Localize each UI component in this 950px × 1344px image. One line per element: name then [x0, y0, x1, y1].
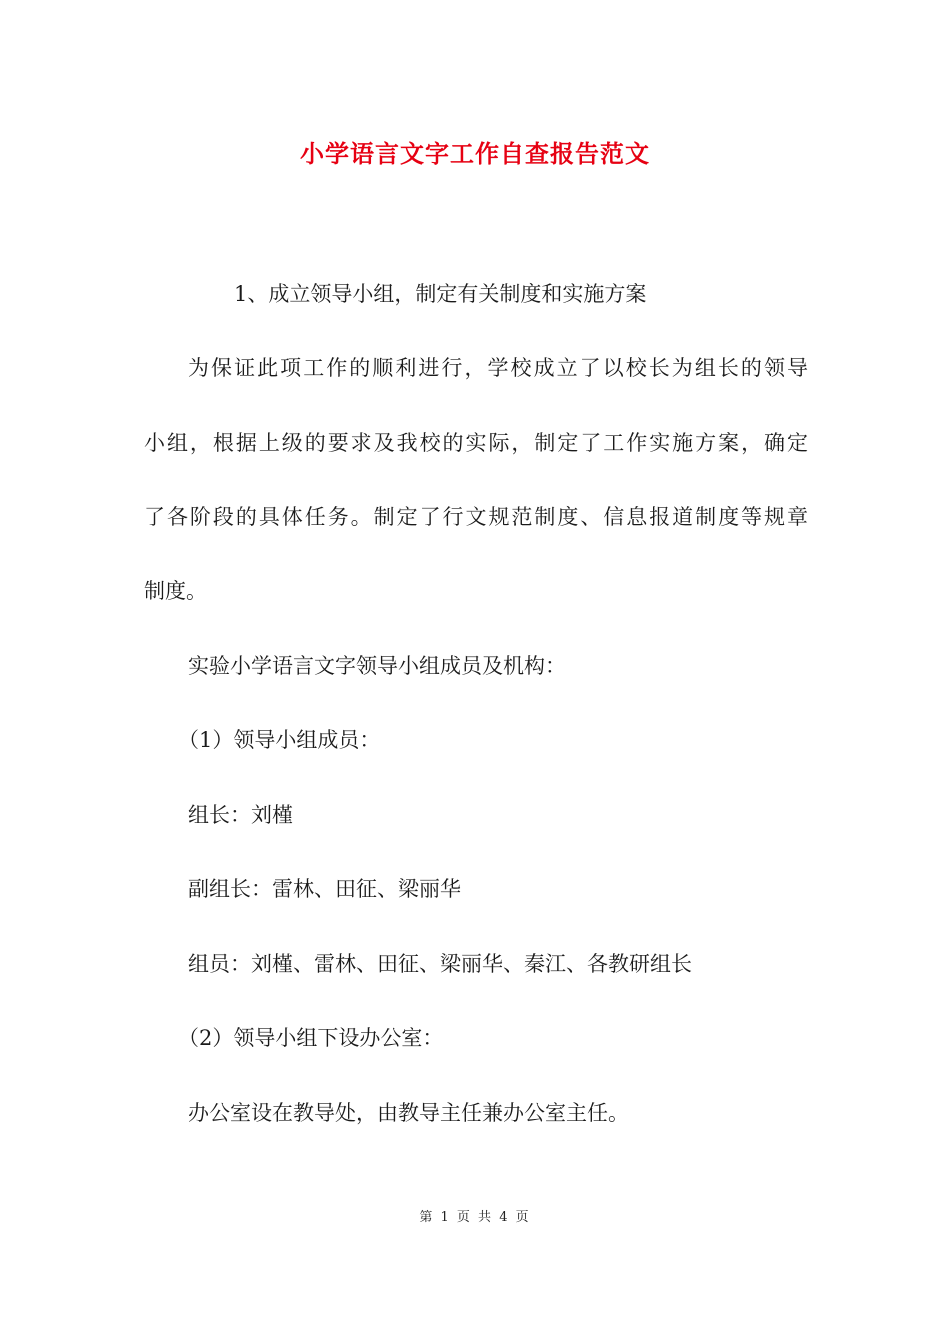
subheading: （2）领导小组下设办公室：	[178, 1026, 444, 1050]
paragraph-line: 制度。	[144, 579, 207, 603]
list-item: 组员：刘槿、雷林、田征、梁丽华、秦江、各教研组长	[188, 952, 692, 976]
paragraph-line: 了各阶段的具体任务。制定了行文规范制度、信息报道制度等规章	[144, 505, 808, 529]
page-footer: 第 1 页 共 4 页	[419, 1210, 531, 1225]
subheading: （1）领导小组成员：	[178, 728, 381, 752]
document-title: 小学语言文字工作自查报告范文	[300, 139, 650, 168]
paragraph: 办公室设在教导处，由教导主任兼办公室主任。	[188, 1101, 629, 1125]
paragraph-line: 为保证此项工作的顺利进行，学校成立了以校长为组长的领导	[188, 356, 808, 380]
section-heading: 1、成立领导小组，制定有关制度和实施方案	[234, 282, 647, 306]
paragraph: 实验小学语言文字领导小组成员及机构：	[188, 654, 566, 678]
list-item: 组长：刘槿	[188, 803, 293, 827]
paragraph-line: 小组，根据上级的要求及我校的实际，制定了工作实施方案，确定	[144, 431, 808, 455]
list-item: 副组长：雷林、田征、梁丽华	[188, 877, 461, 901]
